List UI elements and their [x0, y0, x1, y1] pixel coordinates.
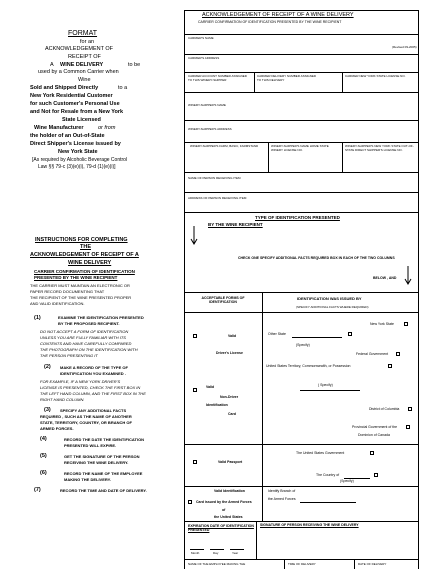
other-state-input[interactable]	[292, 330, 342, 337]
must-maintain-2: PAPER RECORD DOCUMENTING THAT	[30, 289, 105, 294]
dc-label: District of Columbia	[369, 407, 400, 411]
form-rule	[254, 72, 255, 92]
step-2-line-2: IDENTIFICATION YOU EXAMINED .	[60, 371, 126, 376]
form-rule	[184, 212, 419, 213]
form-rule	[184, 444, 419, 445]
step-1-note-1: DO NOT ACCEPT A FORM OF IDENTIFICATION	[40, 329, 129, 334]
instr-title-4: WINE DELIVERY	[68, 260, 112, 266]
step-2-num: (2)	[44, 364, 51, 370]
dc-checkbox[interactable]	[408, 407, 412, 411]
identify-branch-2: the Armed Forces	[268, 497, 296, 501]
form-rule	[284, 559, 285, 569]
step-7-line-1: RECORD THE TIME AND DATE OF DELIVERY.	[60, 488, 147, 493]
step-4-line-1: RECORD THE DATE THE IDENTIFICATION	[64, 437, 145, 442]
identify-branch-1: Identify Branch of	[268, 489, 296, 493]
format-ny-state: New York State	[58, 149, 98, 155]
armed-forces-branch-input[interactable]	[300, 495, 356, 502]
armed-forces-checkbox[interactable]	[188, 500, 192, 504]
other-state-checkbox[interactable]	[348, 332, 352, 336]
carriers-name-label: CARRIER'S NAME	[188, 36, 214, 40]
form-rule	[184, 92, 419, 93]
step-5-num: (5)	[40, 453, 47, 459]
date-delivery-label: DATE OF DELIVERY	[358, 562, 387, 566]
format-direct-shipper: Direct Shipper's License issued by	[30, 141, 121, 147]
provincial-label: Provincial Government of the	[352, 425, 398, 429]
issued-by-header: IDENTIFICATION WAS ISSUED BY	[297, 296, 362, 301]
carrier-conf-1: CARRIER CONFIRMATION OF IDENTIFICATION	[34, 269, 135, 274]
exp-year-input[interactable]	[230, 541, 244, 549]
winery-address-label: WINERY-SHIPPER'S ADDRESS	[188, 127, 232, 131]
form-rule	[184, 486, 419, 487]
drivers-license-label: Driver's License	[216, 351, 243, 355]
type-id-title-2: BY THE WINE RECIPIENT	[208, 222, 263, 227]
carriers-address-field[interactable]	[186, 61, 416, 71]
form-rule	[184, 142, 419, 143]
type-id-title-1: TYPE OF IDENTIFICATION PRESENTED	[255, 215, 340, 220]
step-2-note-2: LICENSE IS PRESENTED, CHECK THE FIRST BOX IN	[40, 385, 141, 390]
step-5-line-1: GET THE SIGNATURE OF THE PERSON	[64, 454, 140, 459]
format-to-be: to be	[128, 62, 141, 68]
form-rule	[256, 521, 257, 559]
must-maintain-3: THE RECIPIENT OF THE WINE PRESENTED PROPER	[30, 295, 132, 300]
arrow-down-right-icon	[404, 266, 412, 286]
valid-ident-label: Valid Identification	[214, 489, 245, 493]
form-rule	[300, 390, 360, 391]
provincial-checkbox[interactable]	[406, 425, 410, 429]
month-label: Month	[191, 551, 200, 555]
carriers-name-field[interactable]	[186, 41, 386, 51]
form-rule	[268, 142, 269, 172]
person-name-label: NAME OF PERSON RECEIVING ITEM	[188, 176, 241, 180]
us-territory-label: United States Territory, Commonwealth, or Possession	[266, 364, 351, 368]
dominion-label: Dominion of Canada	[358, 433, 390, 437]
revised-label: (Revised 09-2005)	[392, 45, 417, 49]
format-ny-residential: New York Residential Customer	[30, 93, 113, 99]
form-subtitle: CARRIER CONFIRMATION OF IDENTIFICATION PRESENTED BY THE WINE RECIPIENT	[198, 20, 342, 24]
format-law: Law §§ 79-c (3)(e)(i), 79-d (1)(e)(i)]	[38, 164, 116, 170]
form-rule	[184, 521, 419, 522]
step-1-note-4: THE PHOTOGRAPH ON THE IDENTIFICATION WITH	[40, 347, 138, 352]
drivers-license-checkbox[interactable]	[193, 334, 197, 338]
step-2-note-1: FOR EXAMPLE, IF A NEW YORK DRIVER'S	[40, 379, 121, 384]
employee-label: NAME OF THE EMPLOYEE MAKING THE	[188, 562, 246, 566]
step-1-note-5: THE PERSON PRESENTING IT	[40, 353, 98, 358]
step-3-line-1: SPECIFY ANY ADDITIONAL FACTS	[60, 408, 127, 413]
time-delivery-label: TIME OF DELIVERY	[288, 562, 316, 566]
format-used-by: used by a Common Carrier when	[38, 69, 119, 75]
format-state-licensed: State Licensed	[62, 117, 101, 123]
country-input[interactable]	[344, 471, 370, 478]
step-1-line-1: EXAMINE THE IDENTIFICATION PRESENTED	[58, 315, 144, 320]
us-gov-checkbox[interactable]	[370, 451, 374, 455]
format-not-resale: and Not for Resale from a New York	[30, 109, 124, 115]
signature-field[interactable]	[260, 530, 416, 556]
arrow-down-left-icon	[190, 226, 198, 246]
us-gov-label: The United States Government	[296, 451, 345, 455]
country-checkbox[interactable]	[374, 473, 378, 477]
card-label: Card	[228, 412, 236, 416]
form-rule	[184, 559, 419, 560]
check-one-instruction: CHECK ONE SPECIFY ADDITIONAL FACTS REQUIRED BOX IN EACH OF THE TWO COLUMNS	[238, 256, 395, 260]
step-1-line-2: BY THE PROPOSED RECIPIENT.	[58, 321, 120, 326]
step-1-note-2: UNLESS YOU ARE FULLY FAMILIAR WITH ITS	[40, 335, 126, 340]
ny-state-label: New York State	[370, 322, 394, 326]
winery-home-label: WINERY-SHIPPER'S NAME HOME STATE WINERY LICENSE NO.	[271, 144, 329, 152]
of-label: of	[222, 508, 226, 512]
step-2-note-4: RIGHT HAND COLUMN.	[40, 397, 85, 402]
step-6-line-1: RECORD THE NAME OF THE EMPLOYEE	[64, 471, 143, 476]
specify-label-2: ( Specify)	[318, 383, 333, 387]
specify-label-3: (Specify)	[340, 479, 354, 483]
carriers-address-label: CARRIER'S ADDRESS	[188, 56, 220, 60]
step-7-num: (7)	[34, 487, 41, 493]
form-title: ACKNOWLEDGEMENT OF RECEIPT OF A WINE DELIVERY	[202, 12, 354, 18]
acceptable-forms-header: ACCEPTABLE FORMS OF IDENTIFICATION	[201, 296, 245, 304]
format-sold-shipped: Sold and Shipped Directly	[30, 85, 99, 91]
step-3-line-4: ARMED FORCES.	[40, 426, 74, 431]
form-rule	[184, 120, 419, 121]
instr-title-1: INSTRUCTIONS FOR COMPLETING	[35, 237, 128, 243]
form-rule	[292, 337, 342, 338]
country-of-label: The Country of	[316, 473, 340, 477]
form-rule	[184, 172, 419, 173]
step-2-note-3: THE LEFT HAND COLUMN, AND THE FIRST BOX IN THE	[40, 391, 146, 396]
instr-title-2: THE	[80, 244, 91, 250]
form-rule	[342, 72, 343, 92]
step-4-num: (4)	[40, 436, 47, 442]
non-driver-label: Non-Driver	[220, 395, 239, 399]
step-2-line-1: MAKE A RECORD OF THE TYPE OF	[60, 365, 128, 370]
carrier-account-label: CARRIER ACCOUNT NUMBER ASSIGNED TO THIS WINERY-SHIPPER	[188, 74, 247, 82]
form-rule	[184, 312, 419, 313]
form-rule	[184, 192, 419, 193]
step-3-line-2: REQUIRED , SUCH AS THE NAME OF ANOTHER	[40, 414, 132, 419]
other-state-label: Other State	[268, 332, 286, 336]
the-us-label: the United States	[214, 515, 243, 519]
ny-state-checkbox[interactable]	[404, 322, 408, 326]
format-wine-delivery: WINE DELIVERY	[60, 62, 104, 68]
valid-label: Valid	[228, 334, 237, 338]
format-to-a: to a	[118, 85, 128, 91]
card-issued-label: Card issued by the Armed Forces	[196, 500, 252, 504]
format-for-personal: for such Customer's Personal Use	[30, 101, 120, 107]
form-rule	[210, 549, 224, 550]
form-rule	[230, 549, 244, 550]
federal-gov-checkbox[interactable]	[396, 352, 400, 356]
federal-gov-label: Federal Government	[356, 352, 389, 356]
step-1-note-3: CONTENTS AND HAVE CAREFULLY COMPARED	[40, 341, 132, 346]
territory-specify-input[interactable]	[300, 383, 360, 390]
form-rule	[184, 54, 419, 55]
form-rule	[184, 34, 419, 35]
format-the-holder: the holder of an Out-of-State	[30, 133, 105, 139]
step-4-line-2: PRESENTED WILL EXPIRE.	[64, 443, 117, 448]
below-and-label: BELOW , AND	[373, 276, 397, 280]
format-a: A	[50, 62, 54, 68]
must-maintain-4: AND VALID IDENTIFICATION.	[30, 301, 85, 306]
identification-label: Identification	[206, 403, 228, 407]
step-1-num: (1)	[34, 315, 41, 321]
instr-title-3: ACKNOWLEDGEMENT OF RECEIPT OF A	[30, 252, 139, 258]
form-border-top	[184, 10, 419, 11]
format-receipt-of: RECEIPT OF	[68, 54, 101, 60]
valid-passport-label: Valid Passport	[218, 460, 243, 464]
expiration-date-label: EXPIRATION DATE OF IDENTIFICATION PRESENTED	[188, 524, 254, 532]
format-title: FORMAT	[68, 30, 98, 37]
form-rule	[342, 142, 343, 172]
format-or-from: or from	[98, 125, 116, 131]
passport-checkbox[interactable]	[193, 460, 197, 464]
form-rule	[300, 502, 356, 503]
form-rule	[190, 549, 204, 550]
year-label: Year	[232, 551, 239, 555]
non-driver-checkbox[interactable]	[193, 388, 197, 392]
specify-label-1: (Specify)	[296, 343, 310, 347]
carrier-nys-label: CARRIER NEW YORK STATE LICENSE NO.	[345, 74, 406, 78]
person-address-label: ADDRESS OF PERSON RECEIVING ITEM	[188, 196, 247, 200]
winery-name-label: WINERY-SHIPPER'S NAME	[188, 103, 226, 107]
winery-farm-label: WINERY-SHIPPER'S FARM, BASIC, FARMSTAND	[190, 144, 259, 148]
format-ack: ACKNOWLEDGEMENT OF	[45, 46, 114, 52]
step-5-line-2: RECEIVING THE WINE DELIVERY.	[64, 460, 129, 465]
signature-label: SIGNATURE OF PERSON RECEIVING THE WINE DELIVERY	[260, 523, 359, 527]
step-3-line-3: STATE, TERRITORY, COUNTRY, OR BRANCH OF	[40, 420, 132, 425]
step-3-num: (3)	[44, 407, 51, 413]
format-wine-manufacturer: Wine Manufacturer	[34, 125, 84, 131]
must-maintain-1: THE CARRIER MUST MAINTAIN AN ELECTRONIC OR	[30, 283, 130, 288]
step-6-line-2: MAKING THE DELIVERY.	[64, 477, 111, 482]
us-territory-checkbox[interactable]	[388, 364, 392, 368]
day-label: Day	[213, 551, 219, 555]
step-6-num: (6)	[40, 470, 47, 476]
specify-facts-note: (SPECIFY ADDITIONAL FACTS WHERE REQUIRED)	[296, 305, 369, 309]
format-wine: Wine	[78, 77, 91, 83]
format-as-required: [As required by Alcoholic Beverage Control	[32, 157, 128, 163]
format-for-an: for an	[80, 39, 95, 45]
valid-label-2: Valid	[206, 385, 215, 389]
carrier-delivery-label: CARRIER DELIVERY NUMBER ASSIGNED TO THIS DELIVERY	[257, 74, 317, 82]
carrier-conf-2: PRESENTED BY THE WINE RECIPIENT	[34, 275, 118, 280]
form-rule	[184, 292, 419, 293]
exp-month-input[interactable]	[190, 541, 204, 549]
form-rule	[184, 72, 419, 73]
winery-oos-label: WINERY-SHIPPER'S NEW YORK STATE OUT-OF-STATE DIRECT SHIPPER'S LICENSE NO.	[345, 144, 414, 152]
form-rule	[354, 559, 355, 569]
exp-day-input[interactable]	[210, 541, 224, 549]
